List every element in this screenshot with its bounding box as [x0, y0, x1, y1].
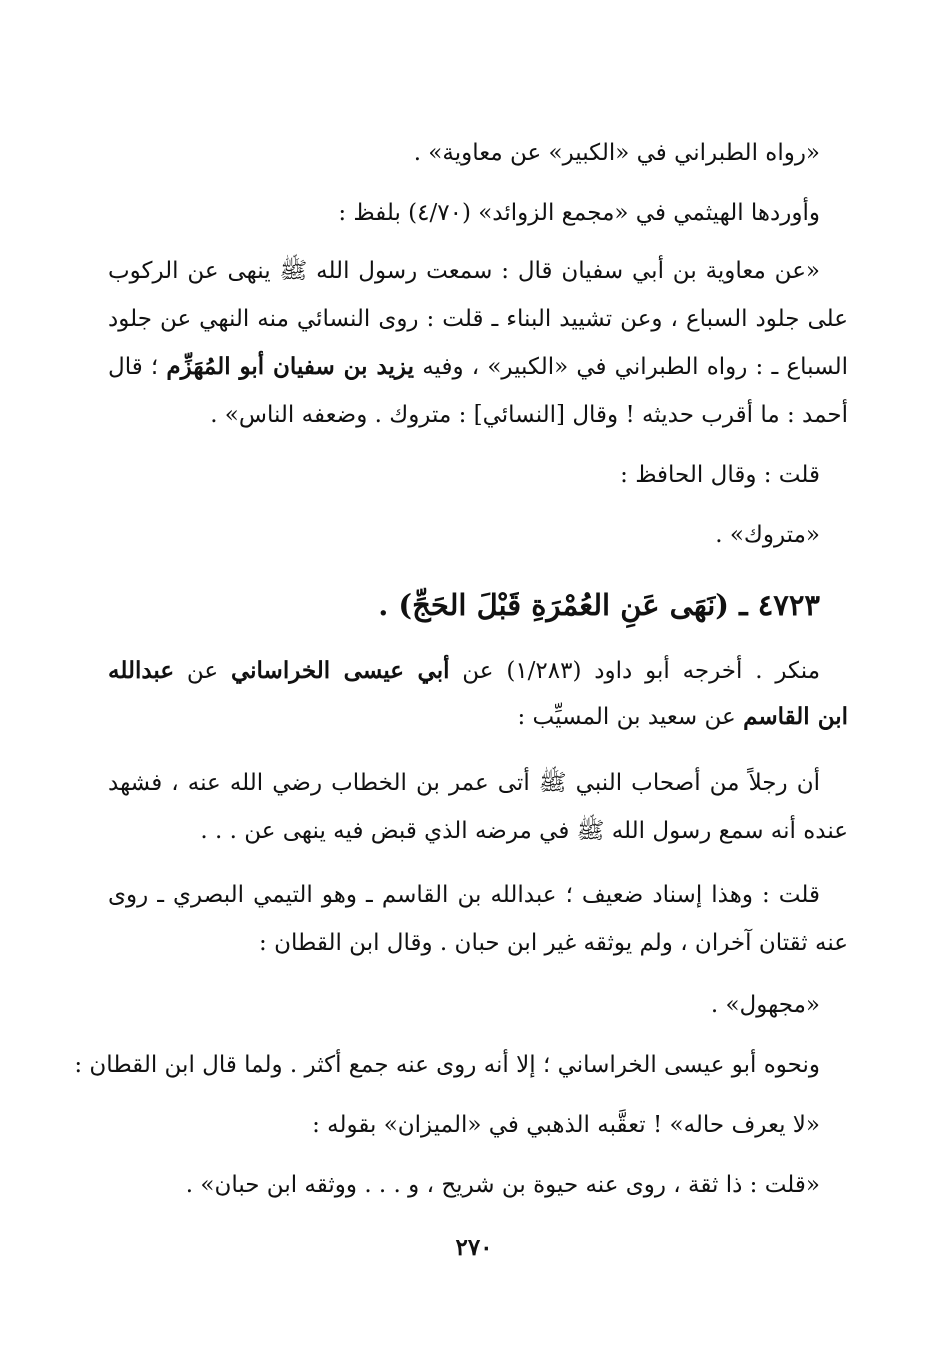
text-line-17: ونحوه أبو عيسى الخراساني ؛ إلا أنه روى عنه جمع أكثر . ولما قال ابن القطان :	[74, 1052, 820, 1078]
text-line-16: «مجهول» .	[710, 992, 820, 1018]
text-line-18: «لا يعرف حاله» ! تعقَّبه الذهبي في «الميزان» بقوله :	[312, 1112, 820, 1138]
page-number: ٢٧٠	[455, 1234, 493, 1261]
text-line-4: على جلود السباع ، وعن تشييد البناء ـ قلت : روى النسائي منه النهي عن جلود	[108, 306, 848, 332]
narrator-name: يزيد بن سفيان أبو المُهَزِّم	[166, 353, 415, 380]
text-line-3: «عن معاوية بن أبي سفيان قال : سمعت رسول الله ﷺ ينهى عن الركوب	[108, 258, 820, 284]
text-line-1: «رواه الطبراني في «الكبير» عن معاوية» .	[413, 140, 820, 166]
text-line-19: «قلت : ذا ثقة ، روى عنه حيوة بن شريح ، و . . . ووثقه ابن حبان» .	[185, 1172, 820, 1198]
text-line-7: قلت : وقال الحافظ :	[620, 462, 820, 488]
text-segment: ؛ قال	[108, 354, 167, 380]
text-line-13: عنده أنه سمع رسول الله ﷺ في مرضه الذي قبض فيه ينهى عن . . .	[200, 818, 848, 844]
text-line-14: قلت : وهذا إسناد ضعيف ؛ عبدالله بن القاسم ـ وهو التيمي البصري ـ روى	[108, 882, 820, 908]
narrator-name: ابن القاسم	[743, 703, 848, 730]
text-line-8: «متروك» .	[715, 522, 820, 548]
text-line-6: أحمد : ما أقرب حديثه ! وقال [النسائي] : متروك . وضعفه الناس» .	[210, 402, 848, 428]
text-segment: منكر . أخرجه أبو داود (١/٢٨٣) عن	[449, 658, 821, 684]
text-line-11	[108, 700, 848, 734]
text-line-2: وأوردها الهيثمي في «مجمع الزوائد» (٤/٧٠) بلفظ :	[338, 200, 820, 226]
hadith-heading: ٤٧٢٣ ـ (نَهَى عَنِ العُمْرَةِ قَبْلَ الحَجِّ) .	[378, 588, 820, 622]
text-segment: عن سعيد بن المسيِّب :	[517, 704, 744, 730]
narrator-name: عبدالله	[108, 657, 175, 684]
text-line-5	[108, 350, 848, 384]
text-line-12: أن رجلاً من أصحاب النبي ﷺ أتى عمر بن الخطاب رضي الله عنه ، فشهد	[108, 770, 820, 796]
text-segment: عن	[174, 658, 231, 684]
text-segment: السباع ـ : رواه الطبراني في «الكبير» ، وفيه	[414, 354, 848, 380]
text-line-15: عنه ثقتان آخران ، ولم يوثقه غير ابن حبان . وقال ابن القطان :	[259, 930, 848, 956]
text-line-10	[108, 654, 820, 688]
narrator-name: أبي عيسى الخراساني	[230, 657, 450, 684]
